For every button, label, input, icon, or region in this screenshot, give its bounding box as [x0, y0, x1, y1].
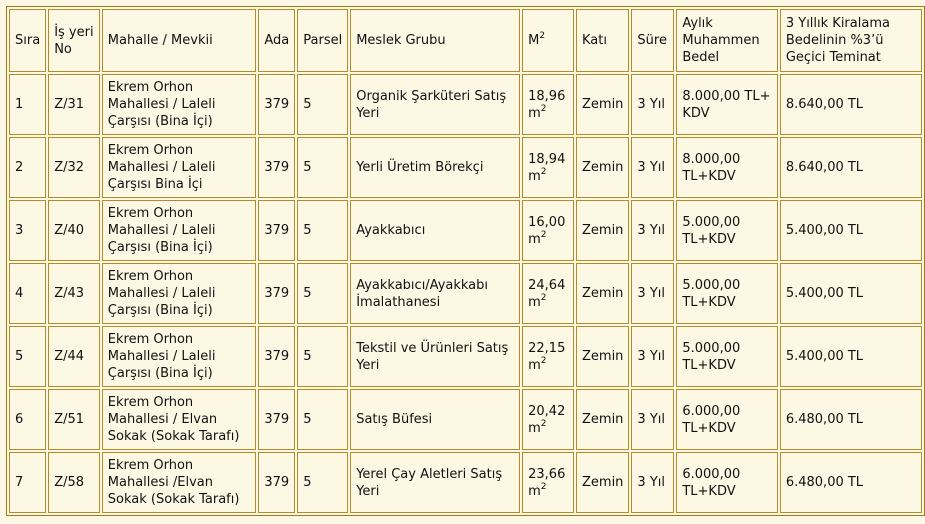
cell-mahalle: Ekrem Orhon Mahallesi / Laleli Çarşısı (Bina İçi) [102, 200, 257, 261]
cell-m2 [522, 389, 574, 450]
cell-kat: Zemin [576, 389, 629, 450]
cell-parsel: 5 [297, 200, 348, 261]
cell-isyeri-no: Z/58 [48, 452, 100, 513]
cell-m2 [522, 200, 574, 261]
cell-parsel: 5 [297, 74, 348, 135]
cell-bedel: 5.000,00 TL+KDV [676, 200, 777, 261]
header-teminat: 3 Yıllık Kiralama Bedelinin %3’ü Geçici Teminat [780, 9, 922, 72]
cell-meslek: Organik Şarküteri Satış Yeri [350, 74, 520, 135]
cell-kat: Zemin [576, 263, 629, 324]
cell-sira: 7 [9, 452, 46, 513]
cell-kat: Zemin [576, 326, 629, 387]
cell-m2-value: 20,42 m [528, 403, 566, 436]
cell-ada: 379 [258, 389, 295, 450]
header-mahalle: Mahalle / Mevkii [102, 9, 257, 72]
table-row [9, 74, 922, 135]
header-m2-base: M [528, 33, 540, 48]
cell-mahalle: Ekrem Orhon Mahallesi / Laleli Çarşısı Bina İçi [102, 137, 257, 198]
cell-kat: Zemin [576, 137, 629, 198]
header-isyeri-no: İş yeri No [48, 9, 100, 72]
cell-ada: 379 [258, 200, 295, 261]
cell-sure: 3 Yıl [631, 74, 674, 135]
cell-sure: 3 Yıl [631, 389, 674, 450]
header-sira: Sıra [9, 9, 46, 72]
rental-table [6, 6, 925, 516]
cell-meslek: Tekstil ve Ürünleri Satış Yeri [350, 326, 520, 387]
cell-ada: 379 [258, 326, 295, 387]
cell-teminat: 8.640,00 TL [780, 74, 922, 135]
cell-m2 [522, 263, 574, 324]
cell-meslek: Yerli Üretim Börekçi [350, 137, 520, 198]
cell-isyeri-no: Z/51 [48, 389, 100, 450]
cell-teminat: 5.400,00 TL [780, 263, 922, 324]
cell-teminat: 5.400,00 TL [780, 326, 922, 387]
cell-bedel: 6.000,00 TL+KDV [676, 452, 777, 513]
cell-sure: 3 Yıl [631, 452, 674, 513]
table-row [9, 263, 922, 324]
cell-isyeri-no: Z/32 [48, 137, 100, 198]
cell-mahalle: Ekrem Orhon Mahallesi / Laleli Çarşısı (Bina İçi) [102, 74, 257, 135]
cell-m2 [522, 137, 574, 198]
header-parsel: Parsel [297, 9, 348, 72]
cell-isyeri-no: Z/31 [48, 74, 100, 135]
cell-m2-value: 16,00 m [528, 214, 566, 247]
cell-ada: 379 [258, 263, 295, 324]
cell-bedel: 8.000,00 TL+KDV [676, 137, 777, 198]
cell-parsel: 5 [297, 452, 348, 513]
cell-meslek: Yerel Çay Aletleri Satış Yeri [350, 452, 520, 513]
table-row [9, 326, 922, 387]
cell-m2-sup: 2 [540, 103, 547, 114]
header-kat: Katı [576, 9, 629, 72]
cell-meslek: Ayakkabıcı/Ayakkabı İmalathanesi [350, 263, 520, 324]
cell-m2-sup: 2 [540, 229, 547, 240]
cell-bedel: 5.000,00 TL+KDV [676, 326, 777, 387]
cell-sira: 6 [9, 389, 46, 450]
cell-m2-value: 18,94 m [528, 151, 566, 184]
header-meslek-grubu: Meslek Grubu [350, 9, 520, 72]
cell-isyeri-no: Z/44 [48, 326, 100, 387]
cell-sure: 3 Yıl [631, 326, 674, 387]
cell-isyeri-no: Z/43 [48, 263, 100, 324]
cell-kat: Zemin [576, 200, 629, 261]
table-header-row [9, 9, 922, 72]
cell-meslek: Satış Büfesi [350, 389, 520, 450]
table-row [9, 389, 922, 450]
cell-parsel: 5 [297, 263, 348, 324]
header-bedel: Aylık Muhammen Bedel [676, 9, 777, 72]
cell-sira: 1 [9, 74, 46, 135]
cell-m2-sup: 2 [540, 355, 547, 366]
cell-sure: 3 Yıl [631, 263, 674, 324]
cell-m2 [522, 74, 574, 135]
cell-m2-value: 18,96 m [528, 88, 566, 121]
cell-teminat: 8.640,00 TL [780, 137, 922, 198]
header-sure: Süre [631, 9, 674, 72]
cell-mahalle: Ekrem Orhon Mahallesi / Laleli Çarşısı (Bina İçi) [102, 263, 257, 324]
cell-bedel: 5.000,00 TL+KDV [676, 263, 777, 324]
cell-sira: 5 [9, 326, 46, 387]
cell-teminat: 6.480,00 TL [780, 452, 922, 513]
cell-m2-value: 23,66 m [528, 466, 566, 499]
cell-teminat: 5.400,00 TL [780, 200, 922, 261]
cell-bedel: 6.000,00 TL+KDV [676, 389, 777, 450]
header-m2 [522, 9, 574, 72]
cell-parsel: 5 [297, 389, 348, 450]
table-row [9, 200, 922, 261]
cell-mahalle: Ekrem Orhon Mahallesi / Elvan Sokak (Sokak Tarafı) [102, 389, 257, 450]
cell-m2 [522, 452, 574, 513]
table-body [9, 74, 922, 513]
table-row [9, 137, 922, 198]
cell-m2-sup: 2 [540, 481, 547, 492]
cell-parsel: 5 [297, 137, 348, 198]
header-m2-sup: 2 [539, 31, 546, 41]
cell-kat: Zemin [576, 452, 629, 513]
cell-sira: 2 [9, 137, 46, 198]
cell-mahalle: Ekrem Orhon Mahallesi /Elvan Sokak (Sokak Tarafı) [102, 452, 257, 513]
cell-sure: 3 Yıl [631, 200, 674, 261]
cell-bedel: 8.000,00 TL+ KDV [676, 74, 777, 135]
cell-kat: Zemin [576, 74, 629, 135]
cell-ada: 379 [258, 452, 295, 513]
cell-sure: 3 Yıl [631, 137, 674, 198]
cell-sira: 4 [9, 263, 46, 324]
header-ada: Ada [258, 9, 295, 72]
cell-m2-sup: 2 [540, 292, 547, 303]
cell-m2-value: 22,15 m [528, 340, 566, 373]
cell-m2 [522, 326, 574, 387]
cell-meslek: Ayakkabıcı [350, 200, 520, 261]
cell-ada: 379 [258, 137, 295, 198]
cell-parsel: 5 [297, 326, 348, 387]
cell-ada: 379 [258, 74, 295, 135]
cell-m2-sup: 2 [540, 418, 547, 429]
cell-mahalle: Ekrem Orhon Mahallesi / Laleli Çarşısı (Bina İçi) [102, 326, 257, 387]
cell-m2-value: 24,64 m [528, 277, 566, 310]
cell-sira: 3 [9, 200, 46, 261]
cell-teminat: 6.480,00 TL [780, 389, 922, 450]
cell-isyeri-no: Z/40 [48, 200, 100, 261]
table-row [9, 452, 922, 513]
cell-m2-sup: 2 [540, 166, 547, 177]
